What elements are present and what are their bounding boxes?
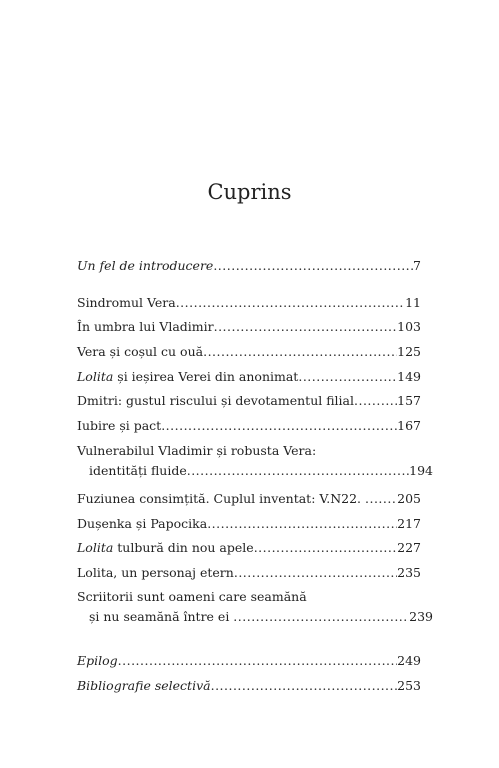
toc-entry-title [77,540,254,556]
toc-entry-title: Iubire și pact [77,418,162,433]
toc-entry-epilog [77,653,421,669]
toc-entry-lolita-etern [77,565,421,581]
toc-leader-dots [365,491,397,507]
toc-leader-dots [233,609,409,625]
toc-entry-lolita-anonimat [77,369,421,385]
toc-entry-dmitri [77,393,421,409]
toc-entry-title-line2: și nu seamănă între ei [89,609,234,624]
toc-leader-dots [161,418,397,434]
toc-page-number: 249 [397,653,421,668]
toc-entry-title: Lolita, un personaj etern [77,565,234,580]
toc-entry-title-italic: Lolita [77,369,114,384]
toc-entry-sindromul-vera [77,295,421,311]
toc-leader-dots [118,653,397,669]
toc-page-number: 157 [397,393,421,408]
toc-entry-title-rest: tulbură din nou apele [113,540,254,555]
toc-page-number: 227 [397,540,421,555]
toc-entry-title: Fuziunea consimțită. Cuplul inventat: V.N22. [77,491,366,506]
toc-entry-introduction [77,258,421,274]
toc-leader-dots [203,344,397,360]
toc-page-number: 7 [413,258,421,273]
toc-page-number: 205 [397,491,421,506]
toc-entry-title: Dmitri: gustul riscului și devotamentul filial [77,393,355,408]
toc-page-number: 253 [397,678,421,693]
toc-entry-bibliografie [77,678,421,694]
toc-page-number: 239 [409,609,433,624]
toc-entry-title: Sindromul Vera [77,295,176,310]
toc-entry-title-line1: Scriitorii sunt oameni care seamănă [77,589,307,604]
toc-leader-dots [213,258,413,274]
toc-entry-title: Bibliografie selectivă [77,678,211,693]
toc-leader-dots [298,369,397,385]
toc-entry-title-rest: și ieșirea Verei din anonimat [113,369,299,384]
toc-leader-dots [254,540,397,556]
toc-leader-dots [354,393,397,409]
toc-entry-title: Vera și coșul cu ouă [77,344,204,359]
toc-leader-dots [214,319,398,335]
toc-leader-dots [234,565,397,581]
toc-entry-dusenka [77,516,421,532]
toc-entry-title: Epilog [77,653,118,668]
toc-page-number: 217 [397,516,421,531]
toc-leader-dots [207,516,397,532]
toc-entry-title: Dușenka și Papocika [77,516,208,531]
toc-entry-scriitorii [77,589,433,625]
toc-entry-lolita-apele [77,540,421,556]
toc-entry-vulnerabilul-vladimir [77,443,433,479]
page-title: Cuprins [207,180,292,204]
toc-leader-dots [211,678,398,694]
toc-entry-vera-cosul [77,344,421,360]
toc-entry-title [77,369,298,385]
toc-entry-fuziunea [77,491,421,507]
toc-entry-title-line1: Vulnerabilul Vladimir și robusta Vera: [77,443,317,458]
toc-page-number: 125 [397,344,421,359]
toc-entry-title-line2: identități fluide [89,463,187,478]
toc-leader-dots [187,463,409,479]
toc-entry-umbra-vladimir [77,319,421,335]
toc-leader-dots [176,295,405,311]
toc-page-number: 235 [397,565,421,580]
toc-page-number: 11 [405,295,421,310]
toc-entry-title: Un fel de introducere [77,258,214,273]
toc-entry-iubire-pact [77,418,421,434]
toc-page-number: 149 [397,369,421,384]
toc-page-number: 103 [397,319,421,334]
toc-entry-title: În umbra lui Vladimir [77,319,214,334]
toc-entry-title-italic: Lolita [77,540,114,555]
toc-page-number: 167 [397,418,421,433]
toc-page-number: 194 [409,463,433,478]
